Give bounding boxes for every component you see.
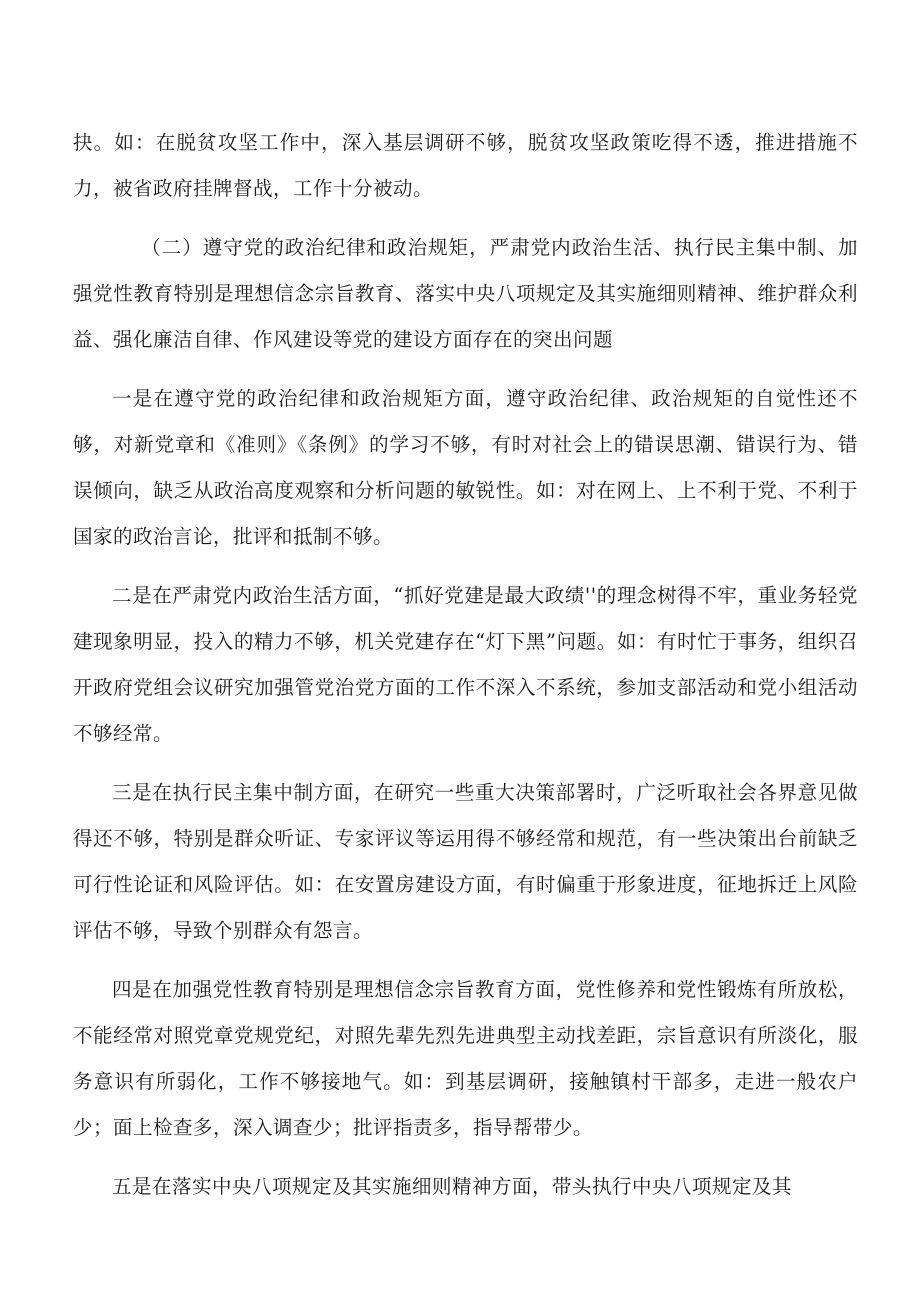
paragraph-continuation: 抉。如：在脱贫攻坚工作中，深入基层调研不够，脱贫攻坚政策吃得不透，推进措施不力，被省政府挂牌督战，工作十分被动。 (73, 131, 858, 200)
paragraph-item-4: 四是在加强党性教育特别是理想信念宗旨教育方面，党性修养和党性锻炼有所放松，不能经常对照党章党规党纪，对照先辈先烈先进典型主动找差距，宗旨意识有所淡化，服务意识有所弱化，工作不够接地气。如：到基层调研，接触镇村干部多，走进一般农户少；面上检查多，深入调查少；批评指责多，指导帮带少。 (73, 978, 858, 1139)
paragraph-item-5: 五是在落实中央八项规定及其实施细则精神方面，带头执行中央八项规定及其 (112, 1175, 793, 1198)
paragraph-item-1: 一是在遵守党的政治纪律和政治规矩方面，遵守政治纪律、政治规矩的自觉性还不够，对新党章和《准则》《条例》的学习不够，有时对社会上的错误思潮、错误行为、错误倾向，缺乏从政治高度观察和分析问题的敏锐性。如：对在网上、上不利于党、不利于国家的政治言论，批评和抵制不够。 (73, 387, 858, 548)
section-heading-2: （二）遵守党的政治纪律和政治规矩，严肃党内政治生活、执行民主集中制、加强党性教育特别是理想信念宗旨教育、落实中央八项规定及其实施细则精神、维护群众利益、强化廉洁自律、作风建设等党的建设方面存在的突出问题 (73, 236, 858, 351)
document-body (73, 120, 858, 1210)
paragraph-item-2: 二是在严肃党内政治生活方面，“抓好党建是最大政绩''的理念树得不牢，重业务轻党建现象明显，投入的精力不够，机关党建存在“灯下黑”问题。如：有时忙于事务，组织召开政府党组会议研究加强管党治党方面的工作不深入不系统，参加支部活动和党小组活动不够经常。 (73, 584, 858, 745)
paragraph-item-3: 三是在执行民主集中制方面，在研究一些重大决策部署时，广泛听取社会各界意见做得还不够，特别是群众听证、专家评议等运用得不够经常和规范，有一些决策出台前缺乏可行性论证和风险评估。如：在安置房建设方面，有时偏重于形象进度，征地拆迁上风险评估不够，导致个别群众有怨言。 (73, 781, 858, 942)
